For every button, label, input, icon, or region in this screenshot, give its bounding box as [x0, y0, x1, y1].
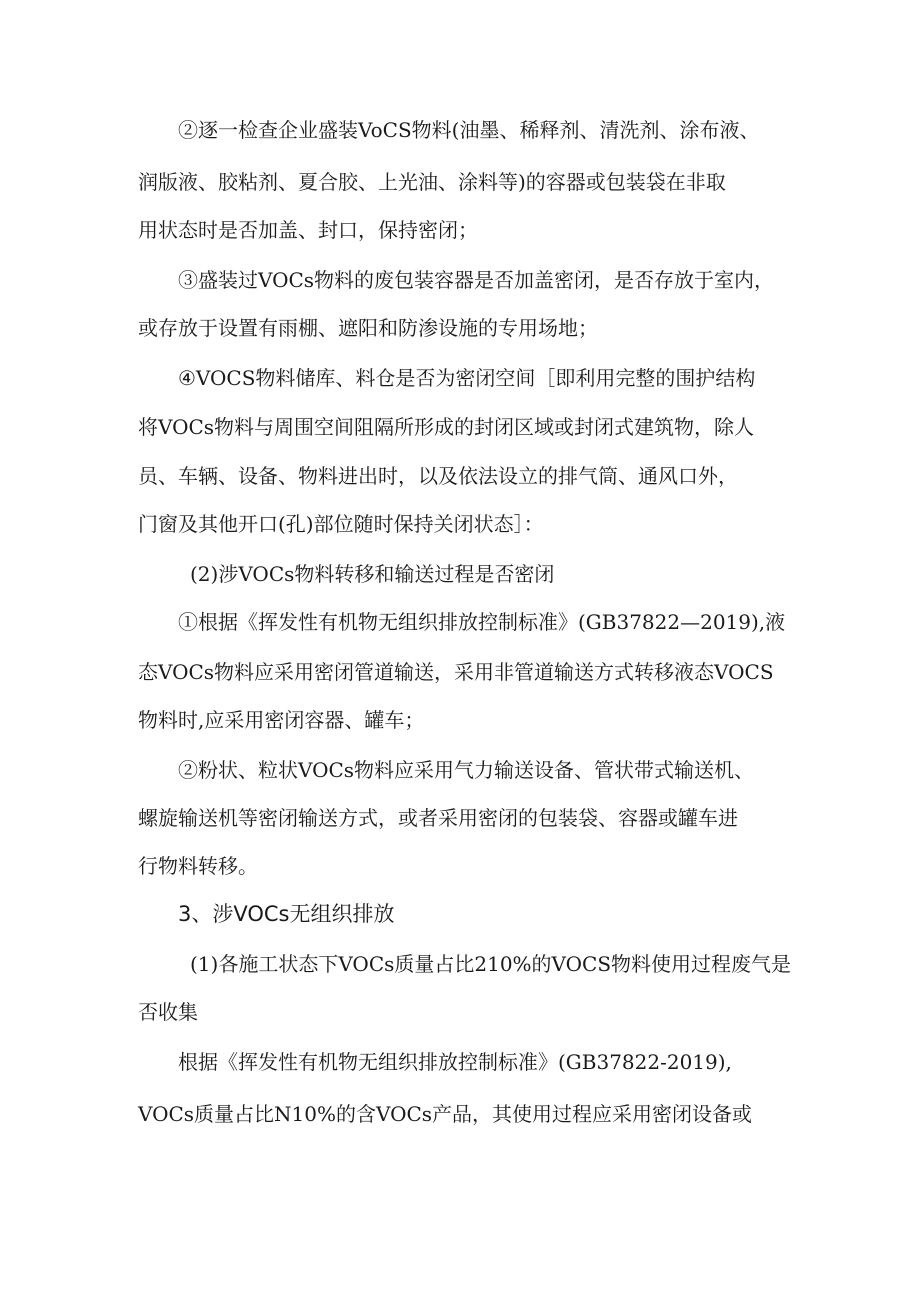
text-line: ④VOCS物料储库、料仓是否为密闭空间［即利用完整的围护结构 — [178, 366, 756, 390]
text-line: 润版液、胶粘剂、夏合胶、上光油、涂料等)的容器或包装袋在非取 — [138, 170, 726, 194]
text-line: 或存放于设置有雨棚、遮阳和防渗设施的专用场地； — [138, 316, 598, 340]
text-line: ②逐一检查企业盛装VoCS物料(油墨、稀释剂、清洗剂、涂布液、 — [178, 118, 760, 142]
text-line: ①根据《挥发性有机物无组织排放控制标准》(GB37822—2019),液 — [178, 610, 786, 634]
text-line: 物料时,应采用密闭容器、罐车； — [138, 708, 425, 732]
text-line: 员、车辆、设备、物料进出时，以及依法设立的排气筒、通风口外， — [138, 464, 738, 488]
text-line: ②粉状、粒状VOCs物料应采用气力输送设备、管状带式输送机、 — [178, 758, 755, 782]
section-heading: 3、涉VOCs无组织排放 — [178, 902, 395, 926]
text-line: VOCs质量占比N10%的含VOCs产品，其使用过程应采用密闭设备或 — [138, 1102, 753, 1126]
text-line: 将VOCs物料与周围空间阻隔所形成的封闭区域或封闭式建筑物，除人 — [138, 415, 755, 439]
text-line: 态VOCs物料应采用密闭管道输送，采用非管道输送方式转移液态VOCS — [138, 660, 774, 684]
text-line: ③盛装过VOCs物料的废包装容器是否加盖密闭，是否存放于室内， — [178, 268, 775, 292]
text-line: 否收集 — [138, 1000, 198, 1024]
text-line: 行物料转移。 — [138, 854, 258, 878]
section-subheading: (1)各施工状态下VOCs质量占比210%的VOCS物料使用过程废气是 — [190, 952, 792, 976]
text-line: 门窗及其他开口(孔)部位随时保持关闭状态］： — [138, 512, 544, 536]
text-line: 用状态时是否加盖、封口，保持密闭； — [138, 218, 478, 242]
text-line: 螺旋输送机等密闭输送方式，或者采用密闭的包装袋、容器或罐车进 — [138, 806, 738, 830]
text-line: 根据《挥发性有机物无组织排放控制标准》(GB37822-2019), — [178, 1050, 732, 1074]
section-subheading: (2)涉VOCs物料转移和输送过程是否密闭 — [190, 562, 555, 586]
